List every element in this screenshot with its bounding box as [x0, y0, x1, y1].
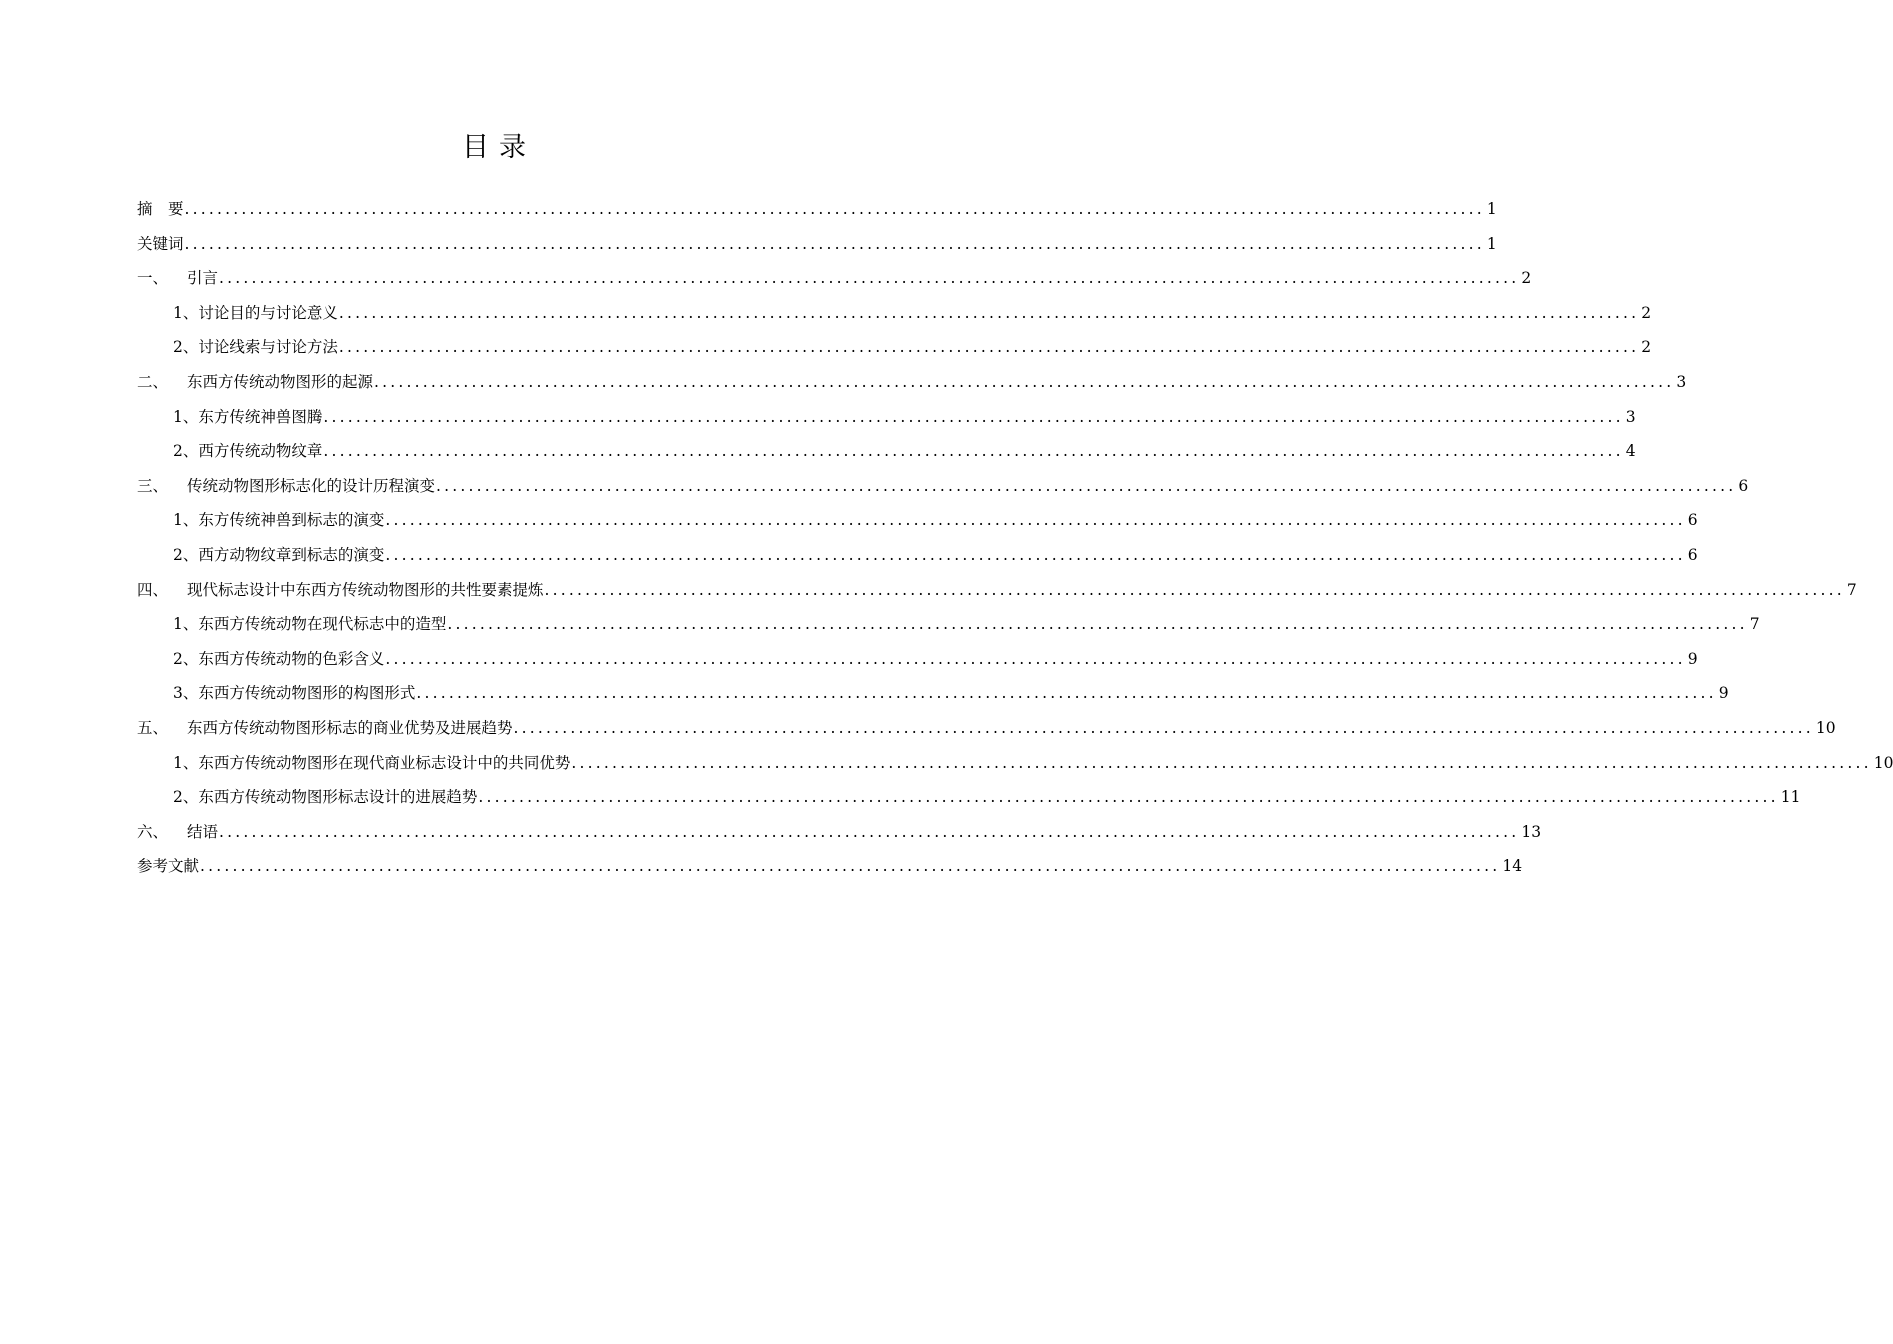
toc-page-number: 4	[1625, 442, 1636, 461]
toc-page-number: 3	[1625, 407, 1636, 426]
toc-entry[interactable]	[137, 607, 1760, 642]
toc-entry-text: 关键词	[137, 234, 184, 253]
toc-entry[interactable]	[137, 330, 1652, 365]
toc-page-number: 7	[1846, 580, 1857, 599]
toc-page-number: 3	[1676, 372, 1687, 391]
toc-leader-dots: ................................................................................................................................................................	[478, 788, 1779, 807]
toc-entry-text: 参考文献	[137, 857, 200, 876]
toc-page-number: 10	[1815, 718, 1836, 737]
toc-entry[interactable]	[137, 192, 1497, 227]
toc-entry-number: 2、	[173, 442, 199, 461]
toc-leader-dots: ................................................................................................................................................................	[544, 580, 1845, 599]
toc-entry-number: 2、	[173, 788, 199, 807]
toc-entry-text: 西方传统动物纹章	[198, 442, 323, 461]
toc-page-number: 1	[1486, 200, 1497, 218]
toc-entry-text: 东西方传统动物图形标志的商业优势及进展趋势	[187, 718, 513, 737]
toc-entry-text: 现代标志设计中东西方传统动物图形的共性要素提炼	[187, 580, 544, 599]
toc-entry-label	[173, 538, 384, 573]
page-title: 目录	[462, 132, 536, 163]
toc-leader-dots: ................................................................................................................................................................	[219, 269, 1520, 288]
toc-entry-label	[173, 400, 322, 435]
toc-entry-number: 1、	[173, 303, 199, 322]
toc-entry-number: 2、	[173, 649, 199, 668]
toc-leader-dots: ................................................................................................................................................................	[436, 476, 1737, 495]
toc-entry-text: 东西方传统动物的色彩含义	[198, 649, 385, 668]
toc-page-number: 6	[1687, 511, 1698, 530]
toc-entry-number: 一、	[137, 269, 169, 288]
toc-entry-label	[173, 434, 322, 469]
toc-entry-number: 3、	[173, 684, 199, 703]
toc-entry-label	[173, 330, 338, 365]
toc-entry[interactable]	[137, 746, 1893, 781]
toc-entry-text: 西方动物纹章到标志的演变	[198, 545, 385, 564]
toc-entry[interactable]	[137, 538, 1698, 573]
toc-entry-number: 二、	[137, 372, 169, 391]
toc-entry-label	[137, 261, 218, 296]
toc-leader-dots: ................................................................................................................................................................	[323, 442, 1624, 461]
toc-page-number: 10	[1873, 753, 1893, 772]
toc-entry[interactable]	[137, 400, 1636, 435]
toc-entry-label	[173, 296, 338, 331]
toc-leader-dots: ................................................................................................................................................................	[571, 753, 1872, 772]
toc-entry-text: 摘 要	[137, 200, 184, 218]
toc-entry-text: 东西方传统动物图形的起源	[187, 372, 374, 391]
toc-page-number: 1	[1486, 234, 1497, 253]
toc-entry[interactable]	[137, 227, 1497, 262]
toc-entry-text: 结语	[187, 822, 219, 841]
toc-page-number: 7	[1749, 615, 1760, 634]
toc-entry-number: 六、	[137, 822, 169, 841]
toc-page-number: 9	[1687, 649, 1698, 668]
toc-entry-label	[137, 365, 373, 400]
toc-entry-label	[137, 849, 199, 884]
toc-entry[interactable]	[137, 469, 1749, 504]
toc-entry-label	[137, 815, 218, 850]
toc-entry-number: 1、	[173, 753, 199, 772]
toc-leader-dots: ................................................................................................................................................................	[184, 234, 1485, 253]
toc-leader-dots: ................................................................................................................................................................	[323, 407, 1624, 426]
toc-page-number: 9	[1718, 684, 1729, 703]
toc-entry-label	[173, 642, 384, 677]
toc-entry[interactable]	[137, 676, 1729, 711]
toc-entry-label	[173, 746, 570, 781]
toc-entry-label	[137, 711, 513, 746]
toc-leader-dots: ................................................................................................................................................................	[338, 338, 1640, 357]
toc-entry-text: 东方传统神兽到标志的演变	[198, 511, 385, 530]
toc-entry-text: 东西方传统动物图形在现代商业标志设计中的共同优势	[198, 753, 571, 772]
toc-leader-dots: ................................................................................................................................................................	[385, 511, 1686, 530]
toc-leader-dots: ................................................................................................................................................................	[385, 545, 1686, 564]
toc-entry[interactable]	[137, 815, 1542, 850]
toc-entry-number: 五、	[137, 718, 169, 737]
toc-leader-dots: ................................................................................................................................................................	[374, 372, 1675, 391]
toc-entry-text: 东西方传统动物图形的构图形式	[198, 684, 416, 703]
toc-entry-label	[173, 676, 415, 711]
toc-entry[interactable]	[137, 296, 1652, 331]
toc-entry[interactable]	[137, 365, 1687, 400]
toc-leader-dots: ................................................................................................................................................................	[416, 684, 1717, 703]
toc-entry-label	[137, 227, 184, 262]
toc-entry-text: 讨论目的与讨论意义	[198, 303, 338, 322]
toc-entry[interactable]	[137, 711, 1836, 746]
toc-leader-dots: ................................................................................................................................................................	[385, 649, 1686, 668]
toc-entry[interactable]	[137, 434, 1636, 469]
toc-page-number: 2	[1641, 338, 1652, 357]
toc-entry-text: 东西方传统动物图形标志设计的进展趋势	[198, 788, 478, 807]
toc-entry[interactable]	[137, 573, 1857, 608]
toc-leader-dots: ................................................................................................................................................................	[200, 857, 1501, 876]
toc-entry[interactable]	[137, 849, 1523, 884]
toc-leader-dots: ................................................................................................................................................................	[184, 200, 1485, 218]
toc-entry[interactable]	[137, 780, 1801, 815]
toc-entry-label	[173, 780, 477, 815]
toc-entry-text: 东西方传统动物在现代标志中的造型	[198, 615, 447, 634]
toc-leader-dots: ................................................................................................................................................................	[338, 303, 1640, 322]
toc-entry[interactable]	[137, 503, 1698, 538]
toc-page-number: 14	[1502, 857, 1523, 876]
toc-entry-number: 四、	[137, 580, 169, 599]
toc-leader-dots: ................................................................................................................................................................	[513, 718, 1814, 737]
toc-page-number: 13	[1521, 822, 1542, 841]
toc-entry-number: 1、	[173, 615, 199, 634]
toc-entry-label	[137, 192, 184, 227]
toc-entry-number: 2、	[173, 545, 199, 564]
toc-entry-label	[173, 503, 384, 538]
toc-leader-dots: ................................................................................................................................................................	[447, 615, 1748, 634]
toc-entry-text: 引言	[187, 269, 219, 288]
toc-page-number: 6	[1687, 545, 1698, 564]
toc-entry[interactable]	[137, 642, 1698, 677]
toc-entry-number: 三、	[137, 476, 169, 495]
toc-entry-number: 1、	[173, 511, 199, 530]
toc-page-number: 11	[1780, 788, 1801, 807]
toc-entry-number: 2、	[173, 338, 199, 357]
toc-entry-text: 讨论线索与讨论方法	[198, 338, 338, 357]
toc-entry-label	[173, 607, 446, 642]
toc-entry-number: 1、	[173, 407, 199, 426]
toc-entry-text: 传统动物图形标志化的设计历程演变	[187, 476, 436, 495]
table-of-contents	[137, 192, 1893, 884]
toc-entry[interactable]	[137, 261, 1532, 296]
toc-leader-dots: ................................................................................................................................................................	[219, 822, 1520, 841]
toc-page-number: 2	[1641, 303, 1652, 322]
toc-entry-label	[137, 573, 544, 608]
toc-page-number: 2	[1521, 269, 1532, 288]
toc-entry-text: 东方传统神兽图腾	[198, 407, 323, 426]
toc-entry-label	[137, 469, 435, 504]
toc-page-number: 6	[1738, 476, 1749, 495]
